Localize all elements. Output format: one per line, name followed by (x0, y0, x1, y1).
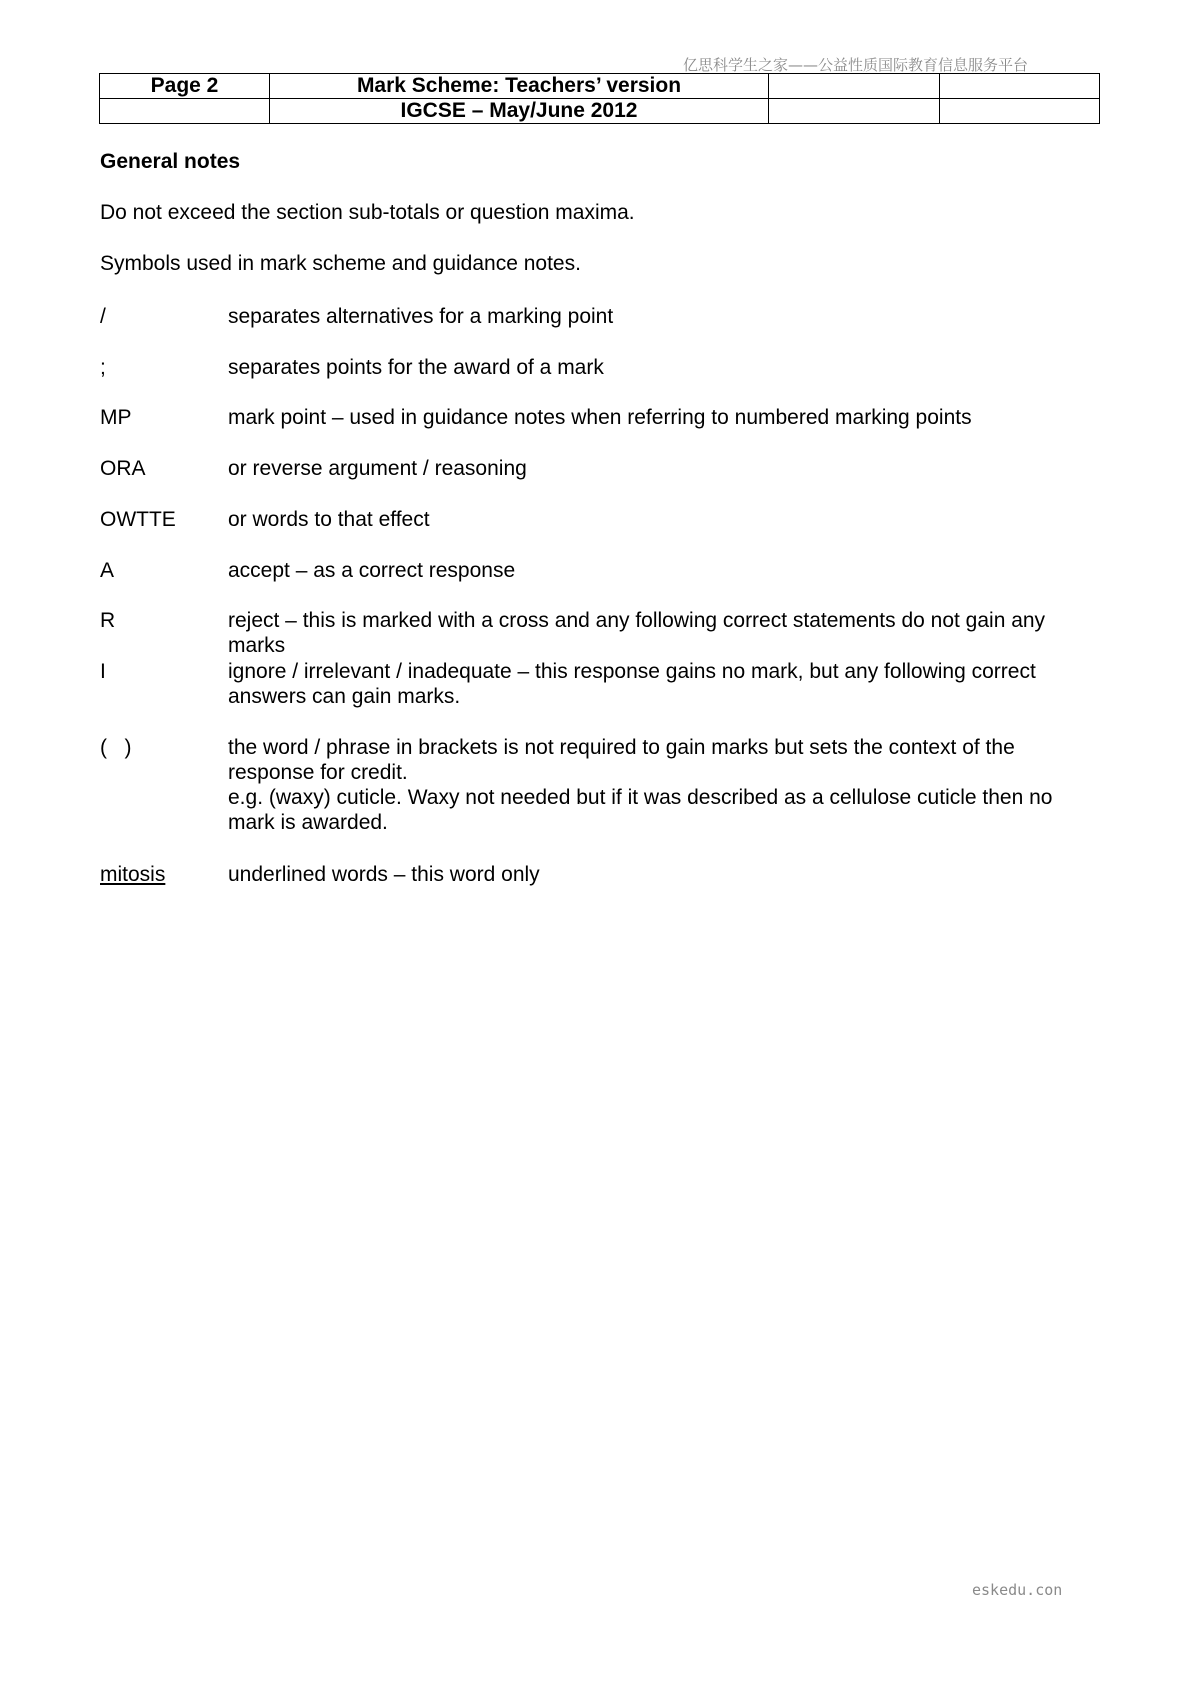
symbol-description: or reverse argument / reasoning (228, 457, 527, 480)
symbol-r: R (100, 609, 116, 632)
header-empty-cell (769, 74, 940, 99)
symbol-description: or words to that effect (228, 508, 430, 531)
symbol-mp: MP (100, 406, 132, 429)
symbol-description: mark point – used in guidance notes when referring to numbered marking points (228, 406, 972, 429)
header-table (99, 73, 1100, 124)
symbol-ora: ORA (100, 457, 146, 480)
symbol-description: ignore / irrelevant / inadequate – this response gains no mark, but any following correct answers can gain marks. (228, 660, 1036, 708)
header-empty-cell (940, 74, 1100, 99)
symbol-slash: / (100, 305, 106, 328)
symbol-i: I (100, 660, 106, 683)
brackets-example: e.g. (waxy) cuticle. Waxy not needed but if it was described as a cellulose cuticle then no mark is awarded. (228, 786, 1053, 834)
symbol-description: reject – this is marked with a cross and any following correct statements do not gain any marks (228, 609, 1046, 657)
symbol-brackets: ( ) (100, 736, 132, 759)
notes-paragraph: Do not exceed the section sub-totals or question maxima. (100, 201, 635, 224)
symbol-description: separates points for the award of a mark (228, 356, 604, 379)
symbol-owtte: OWTTE (100, 508, 176, 531)
symbol-description: accept – as a correct response (228, 559, 516, 582)
symbol-semicolon: ; (100, 356, 106, 379)
section-heading: General notes (100, 150, 241, 173)
brackets-description: the word / phrase in brackets is not required to gain marks but sets the context of the response for credit. (228, 736, 1015, 784)
symbol-mitosis: mitosis (100, 863, 166, 886)
header-empty-cell (940, 99, 1100, 124)
symbol-a: A (100, 559, 115, 582)
notes-paragraph: Symbols used in mark scheme and guidance notes. (100, 252, 581, 275)
symbol-description (228, 735, 1103, 835)
watermark-bottom: eskedu.con (972, 1581, 1063, 1599)
document-title: Mark Scheme: Teachers’ version (270, 74, 769, 99)
exam-session: IGCSE – May/June 2012 (270, 99, 769, 124)
watermark-top: 亿思科学生之家——公益性质国际教育信息服务平台 (683, 56, 1029, 74)
symbol-description: underlined words – this word only (228, 863, 540, 886)
page-label: Page 2 (100, 74, 270, 99)
header-empty-cell (100, 99, 270, 124)
symbol-description: separates alternatives for a marking point (228, 305, 614, 328)
header-empty-cell (769, 99, 940, 124)
